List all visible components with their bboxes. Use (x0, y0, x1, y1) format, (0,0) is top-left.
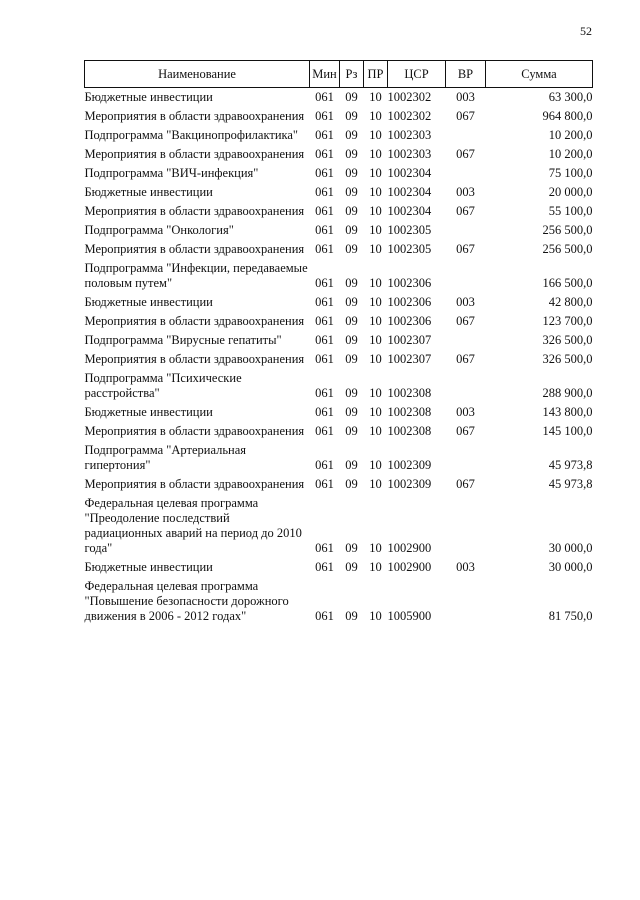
cell-sum: 45 973,8 (548, 458, 593, 472)
table-row (85, 556, 593, 575)
cell-rz: 09 (345, 204, 358, 218)
table-row (85, 162, 593, 181)
header-pr: ПР (364, 61, 388, 88)
cell-sum: 166 500,0 (542, 276, 593, 290)
cell-name: Подпрограмма "Вирусные гепатиты" (84, 333, 282, 347)
cell-name: Мероприятия в области здравоохранения (84, 242, 305, 256)
cell-vr (446, 219, 486, 238)
cell-rz: 09 (345, 128, 358, 142)
header-name: Наименование (85, 61, 310, 88)
cell-pr: 10 (369, 204, 382, 218)
cell-min: 061 (315, 276, 334, 290)
header-csr: ЦСР (388, 61, 446, 88)
cell-sum: 20 000,0 (548, 185, 593, 199)
cell-name: Мероприятия в области здравоохранения (84, 424, 305, 438)
cell-vr: 067 (456, 314, 475, 328)
cell-rz: 09 (345, 386, 358, 400)
cell-pr: 10 (369, 166, 382, 180)
cell-min: 061 (315, 242, 334, 256)
cell-vr: 067 (456, 352, 475, 366)
cell-vr: 067 (456, 477, 475, 491)
cell-rz: 09 (345, 560, 358, 574)
cell-sum: 964 800,0 (542, 109, 593, 123)
cell-vr: 003 (456, 405, 475, 419)
table-row (85, 88, 593, 106)
cell-pr: 10 (369, 333, 382, 347)
cell-vr (446, 575, 486, 624)
cell-vr: 067 (456, 424, 475, 438)
cell-csr: 1002303 (387, 147, 432, 161)
table-row (85, 439, 593, 473)
cell-rz: 09 (345, 166, 358, 180)
cell-rz: 09 (345, 541, 358, 555)
table-row (85, 575, 593, 624)
cell-pr: 10 (369, 147, 382, 161)
cell-pr: 10 (369, 314, 382, 328)
table-row (85, 105, 593, 124)
cell-csr: 1002307 (387, 352, 432, 366)
cell-csr: 1002306 (387, 276, 432, 290)
cell-sum: 326 500,0 (542, 352, 593, 366)
cell-min: 061 (315, 314, 334, 328)
cell-vr (446, 124, 486, 143)
cell-name: Подпрограмма "Инфекции, передаваемые половым путем" (84, 261, 308, 290)
cell-name: Мероприятия в области здравоохранения (84, 314, 305, 328)
cell-csr: 1002302 (387, 109, 432, 123)
cell-sum: 30 000,0 (548, 541, 593, 555)
cell-csr: 1002302 (387, 90, 432, 104)
cell-pr: 10 (369, 90, 382, 104)
cell-min: 061 (315, 333, 334, 347)
cell-sum: 30 000,0 (548, 560, 593, 574)
cell-min: 061 (315, 477, 334, 491)
cell-pr: 10 (369, 295, 382, 309)
cell-csr: 1002303 (387, 128, 432, 142)
cell-rz: 09 (345, 405, 358, 419)
cell-min: 061 (315, 295, 334, 309)
cell-vr: 003 (456, 90, 475, 104)
cell-sum: 45 973,8 (548, 477, 593, 491)
cell-rz: 09 (345, 458, 358, 472)
cell-name: Бюджетные инвестиции (84, 90, 213, 104)
cell-pr: 10 (369, 185, 382, 199)
cell-vr (446, 329, 486, 348)
cell-name: Мероприятия в области здравоохранения (84, 147, 305, 161)
cell-csr: 1005900 (387, 609, 432, 623)
cell-sum: 145 100,0 (542, 424, 593, 438)
cell-name: Подпрограмма "Психические расстройства" (84, 371, 242, 400)
budget-table (84, 60, 593, 624)
cell-vr: 067 (456, 204, 475, 218)
cell-pr: 10 (369, 386, 382, 400)
cell-csr: 1002304 (387, 204, 432, 218)
cell-vr (446, 439, 486, 473)
cell-vr: 003 (456, 560, 475, 574)
cell-rz: 09 (345, 223, 358, 237)
header-vr: ВР (446, 61, 486, 88)
cell-name: Подпрограмма "ВИЧ-инфекция" (84, 166, 259, 180)
cell-rz: 09 (345, 109, 358, 123)
cell-sum: 143 800,0 (542, 405, 593, 419)
cell-sum: 256 500,0 (542, 242, 593, 256)
cell-name: Бюджетные инвестиции (84, 295, 213, 309)
cell-min: 061 (315, 128, 334, 142)
cell-min: 061 (315, 166, 334, 180)
cell-pr: 10 (369, 477, 382, 491)
cell-min: 061 (315, 609, 334, 623)
cell-sum: 42 800,0 (548, 295, 593, 309)
cell-vr (446, 162, 486, 181)
cell-csr: 1002309 (387, 458, 432, 472)
cell-rz: 09 (345, 609, 358, 623)
cell-min: 061 (315, 386, 334, 400)
cell-sum: 256 500,0 (542, 223, 593, 237)
cell-pr: 10 (369, 424, 382, 438)
cell-min: 061 (315, 223, 334, 237)
cell-pr: 10 (369, 223, 382, 237)
cell-name: Мероприятия в области здравоохранения (84, 204, 305, 218)
cell-pr: 10 (369, 560, 382, 574)
cell-csr: 1002900 (387, 560, 432, 574)
cell-csr: 1002308 (387, 386, 432, 400)
cell-rz: 09 (345, 352, 358, 366)
cell-name: Мероприятия в области здравоохранения (84, 477, 305, 491)
cell-vr: 067 (456, 242, 475, 256)
table-row (85, 367, 593, 401)
cell-csr: 1002304 (387, 166, 432, 180)
cell-vr: 003 (456, 295, 475, 309)
cell-name: Подпрограмма "Артериальная гипертония" (84, 443, 247, 472)
table-row (85, 143, 593, 162)
cell-rz: 09 (345, 185, 358, 199)
cell-csr: 1002306 (387, 295, 432, 309)
table-header-row (85, 61, 593, 88)
cell-sum: 10 200,0 (548, 147, 593, 161)
cell-name: Федеральная целевая программа "Повышение безопасности дорожного движения в 2006 - 2012 годах" (84, 579, 289, 623)
cell-pr: 10 (369, 352, 382, 366)
cell-pr: 10 (369, 541, 382, 555)
cell-min: 061 (315, 185, 334, 199)
cell-vr (446, 367, 486, 401)
table-row (85, 291, 593, 310)
cell-sum: 10 200,0 (548, 128, 593, 142)
cell-csr: 1002308 (387, 424, 432, 438)
cell-vr: 067 (456, 109, 475, 123)
cell-sum: 81 750,0 (548, 609, 593, 623)
cell-sum: 63 300,0 (548, 90, 593, 104)
table-row (85, 401, 593, 420)
cell-name: Подпрограмма "Онкология" (84, 223, 234, 237)
cell-rz: 09 (345, 90, 358, 104)
table-row (85, 492, 593, 556)
cell-name: Подпрограмма "Вакцинопрофилактика" (84, 128, 299, 142)
cell-csr: 1002304 (387, 185, 432, 199)
header-sum: Сумма (486, 61, 593, 88)
table-row (85, 329, 593, 348)
cell-csr: 1002306 (387, 314, 432, 328)
header-rz: Рз (340, 61, 364, 88)
cell-pr: 10 (369, 242, 382, 256)
cell-min: 061 (315, 147, 334, 161)
table-row (85, 473, 593, 492)
cell-name: Бюджетные инвестиции (84, 185, 213, 199)
cell-pr: 10 (369, 609, 382, 623)
cell-pr: 10 (369, 128, 382, 142)
cell-csr: 1002309 (387, 477, 432, 491)
cell-csr: 1002308 (387, 405, 432, 419)
table-row (85, 257, 593, 291)
cell-sum: 123 700,0 (542, 314, 593, 328)
cell-vr (446, 492, 486, 556)
table-row (85, 238, 593, 257)
table-row (85, 200, 593, 219)
cell-pr: 10 (369, 109, 382, 123)
cell-vr: 067 (456, 147, 475, 161)
cell-pr: 10 (369, 405, 382, 419)
table-row (85, 124, 593, 143)
cell-vr: 003 (456, 185, 475, 199)
cell-name: Мероприятия в области здравоохранения (84, 352, 305, 366)
cell-sum: 75 100,0 (548, 166, 593, 180)
cell-min: 061 (315, 458, 334, 472)
page-number: 52 (580, 24, 592, 38)
cell-min: 061 (315, 405, 334, 419)
table-row (85, 181, 593, 200)
cell-csr: 1002305 (387, 242, 432, 256)
cell-pr: 10 (369, 458, 382, 472)
cell-name: Бюджетные инвестиции (84, 560, 213, 574)
cell-rz: 09 (345, 424, 358, 438)
cell-min: 061 (315, 204, 334, 218)
table-row (85, 420, 593, 439)
cell-rz: 09 (345, 147, 358, 161)
cell-pr: 10 (369, 276, 382, 290)
table-row (85, 310, 593, 329)
cell-name: Мероприятия в области здравоохранения (84, 109, 305, 123)
cell-rz: 09 (345, 295, 358, 309)
cell-min: 061 (315, 560, 334, 574)
cell-min: 061 (315, 541, 334, 555)
cell-rz: 09 (345, 242, 358, 256)
cell-vr (446, 257, 486, 291)
cell-csr: 1002307 (387, 333, 432, 347)
cell-rz: 09 (345, 333, 358, 347)
cell-name: Бюджетные инвестиции (84, 405, 213, 419)
cell-csr: 1002305 (387, 223, 432, 237)
cell-min: 061 (315, 109, 334, 123)
cell-name: Федеральная целевая программа "Преодоление последствий радиационных аварий на период до 2010 года" (84, 496, 302, 555)
table-row (85, 219, 593, 238)
cell-sum: 55 100,0 (548, 204, 593, 218)
cell-csr: 1002900 (387, 541, 432, 555)
cell-sum: 288 900,0 (542, 386, 593, 400)
cell-min: 061 (315, 90, 334, 104)
cell-min: 061 (315, 352, 334, 366)
cell-rz: 09 (345, 314, 358, 328)
cell-min: 061 (315, 424, 334, 438)
header-min: Мин (310, 61, 340, 88)
cell-rz: 09 (345, 477, 358, 491)
cell-rz: 09 (345, 276, 358, 290)
cell-sum: 326 500,0 (542, 333, 593, 347)
table-row (85, 348, 593, 367)
